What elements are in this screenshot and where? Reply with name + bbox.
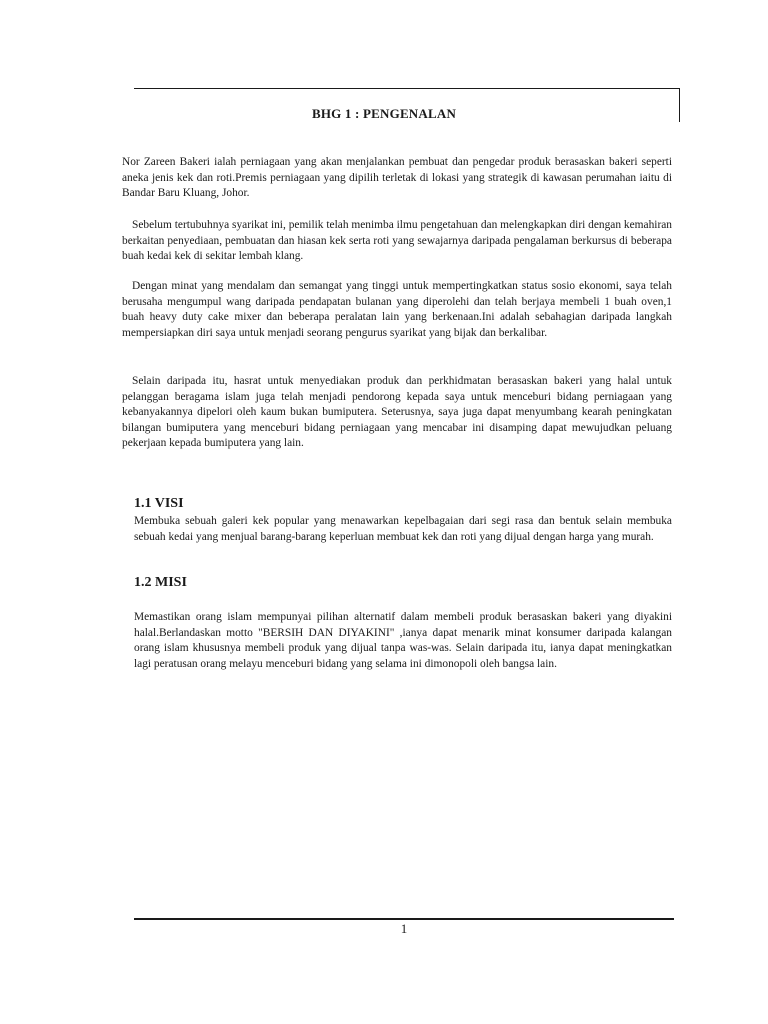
footer-rule	[134, 918, 674, 920]
section-heading: BHG 1 : PENGENALAN	[311, 106, 457, 121]
misi-paragraph: Memastikan orang islam mempunyai pilihan alternatif dalam membeli produk berasaskan bakeri yang diyakini halal.Berlandaskan motto "BERSIH DAN DIYAKINI" ,ianya dapat menarik minat konsumer daripada kalangan orang islam khususnya membeli produk yang dijual tanpa was-was. Selain daripada itu, ianya dapat meningkatkan lagi peratusan orang melayu menceburi bidang yang selama ini dimonopoli oleh bangsa lain.	[134, 611, 672, 670]
misi-heading: 1.2 MISI	[134, 575, 187, 590]
header-rule	[134, 88, 680, 89]
intro-paragraph-4: Selain daripada itu, hasrat untuk menyediakan produk dan perkhidmatan berasaskan bakeri yang halal untuk pelanggan beragama islam juga telah menjadi pendorong kepada saya untuk menceburi bidang perniagaan yang kebanyakannya dipelori oleh kaum bukan bumiputera. Seterusnya, saya juga dapat menyumbang kearah peningkatan bilangan bumiputera yang menceburi bidang perniagaan yang mencabar ini disamping dapat mewujudkan peluang pekerjaan kepada bumiputera yang lain.	[122, 375, 672, 450]
intro-paragraph-3: Dengan minat yang mendalam dan semangat yang tinggi untuk mempertingkatkan status sosio ekonomi, saya telah berusaha mengumpul wang daripada pendapatan bulanan yang diperolehi dan telah berjaya membeli 1 buah oven,1 buah heavy duty cake mixer dan beberapa peralatan lain yang berkenaan.Ini adalah sebahagian daripada langkah mempersiapkan diri saya untuk menjadi seorang pengurus syarikat yang bijak dan berkalibar.	[122, 280, 672, 339]
page-number: 1	[400, 921, 408, 936]
intro-paragraph-2: Sebelum tertubuhnya syarikat ini, pemilik telah menimba ilmu pengetahuan dan melengkapkan diri dengan kemahiran berkaitan penyediaan, pembuatan dan hiasan kek serta roti yang sewajarnya daripada pengalaman berkursus di beberapa buah kedai kek di sekitar lembah klang.	[122, 219, 672, 263]
intro-paragraph-1: Nor Zareen Bakeri ialah perniagaan yang akan menjalankan pembuat dan pengedar produk berasaskan bakeri seperti aneka jenis kek dan roti.Premis perniagaan yang dipilih terletak di lokasi yang strategik di kawasan perumahan iaitu di Bandar Baru Kluang, Johor.	[122, 156, 672, 200]
visi-heading: 1.1 VISI	[134, 496, 184, 511]
visi-paragraph: Membuka sebuah galeri kek popular yang menawarkan kepelbagaian dari segi rasa dan bentuk selain membuka sebuah kedai yang menjual barang-barang keperluan membuat kek dan roti yang dijual dengan harga yang murah.	[134, 515, 672, 543]
